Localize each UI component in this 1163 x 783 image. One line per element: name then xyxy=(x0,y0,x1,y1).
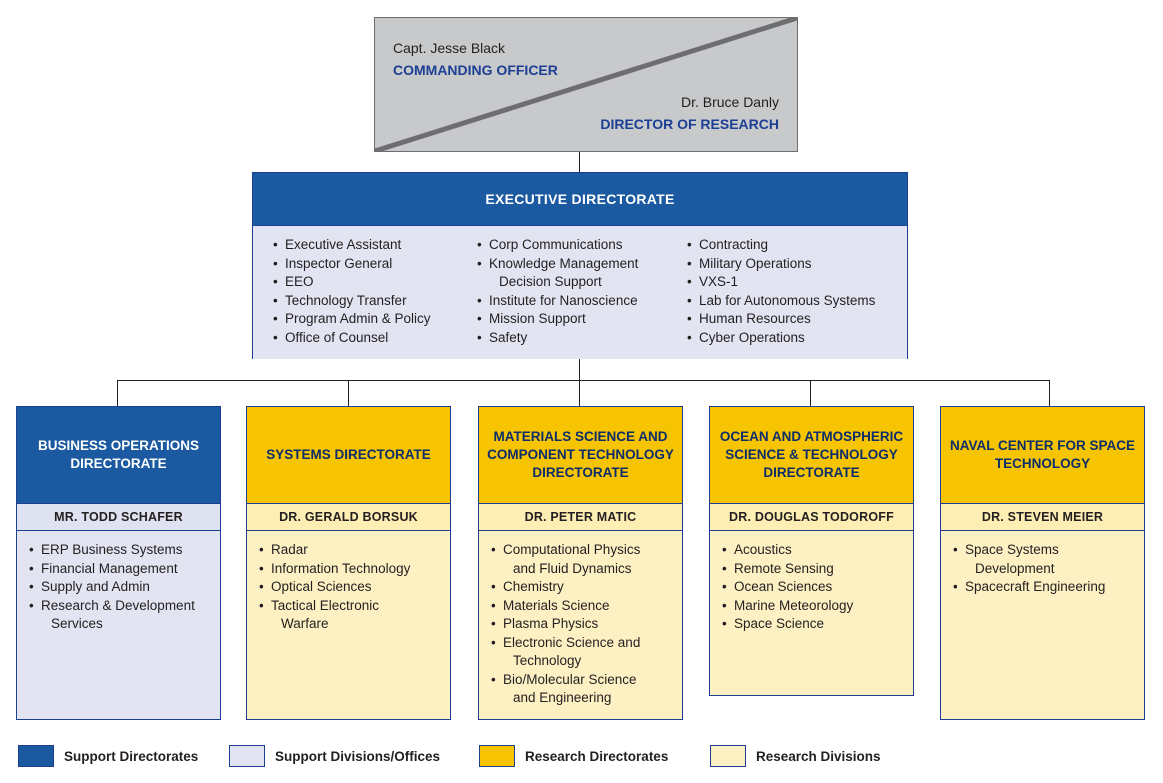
list-item-continuation: and Fluid Dynamics xyxy=(513,560,632,576)
list-item: • Knowledge Management xyxy=(475,255,679,274)
list-item: • Cyber Operations xyxy=(685,329,899,348)
list-item: • Mission Support xyxy=(475,310,679,329)
division-list xyxy=(257,541,444,634)
list-item: • Research & Development xyxy=(27,597,214,616)
list-item-continuation: Services xyxy=(51,616,103,631)
exec-column-2 xyxy=(469,236,679,359)
commanding-officer-block xyxy=(393,38,558,81)
connector-exec-stem xyxy=(579,359,580,380)
directorate-lead: DR. STEVEN MEIER xyxy=(941,503,1144,531)
executive-directorate-body xyxy=(253,226,907,359)
list-item: • Lab for Autonomous Systems xyxy=(685,292,899,311)
list-item: • Technology Transfer xyxy=(271,292,469,311)
legend-swatch-icon xyxy=(18,745,54,767)
directorate-materials-science xyxy=(478,406,683,720)
list-item-continuation: and Engineering xyxy=(513,690,612,705)
legend-label: Research Directorates xyxy=(525,748,669,764)
list-item-continuation: Decision Support xyxy=(499,274,602,289)
connector-drop-5 xyxy=(1049,380,1050,406)
list-item: • Human Resources xyxy=(685,310,899,329)
list-item: • Computational Physics xyxy=(489,541,676,560)
directorate-lead: MR. TODD SCHAFER xyxy=(17,503,220,531)
list-item: • Space Systems xyxy=(951,541,1138,560)
directorate-space-technology xyxy=(940,406,1145,720)
exec-list-3 xyxy=(685,236,899,347)
connector-drop-3 xyxy=(579,380,580,406)
list-item: • Corp Communications xyxy=(475,236,679,255)
directorate-title: SYSTEMS DIRECTORATE xyxy=(247,407,450,503)
list-item: • Institute for Nanoscience xyxy=(475,292,679,311)
list-item: • Supply and Admin xyxy=(27,578,214,597)
division-list xyxy=(27,541,214,634)
directorate-title: OCEAN AND ATMOSPHERIC SCIENCE & TECHNOLOGY DIRECTORATE xyxy=(710,407,913,503)
division-list xyxy=(951,541,1138,597)
exec-list-2 xyxy=(475,236,679,347)
directorate-divisions xyxy=(710,531,913,695)
directorate-title: BUSINESS OPERATIONS DIRECTORATE xyxy=(17,407,220,503)
exec-list-1 xyxy=(271,236,469,347)
legend xyxy=(18,744,1148,768)
executive-directorate-title: EXECUTIVE DIRECTORATE xyxy=(253,173,907,226)
division-list xyxy=(720,541,907,634)
list-item: • Financial Management xyxy=(27,560,214,579)
director-of-research-title: DIRECTOR OF RESEARCH xyxy=(600,116,779,132)
list-item: • Ocean Sciences xyxy=(720,578,907,597)
list-item: • Materials Science xyxy=(489,597,676,616)
list-item: • Acoustics xyxy=(720,541,907,560)
legend-swatch-icon xyxy=(710,745,746,767)
list-item: • ERP Business Systems xyxy=(27,541,214,560)
connector-drop-2 xyxy=(348,380,349,406)
list-item: • Military Operations xyxy=(685,255,899,274)
executive-directorate-box xyxy=(252,172,908,359)
legend-item-research-directorates xyxy=(479,744,668,768)
directorate-lead: DR. PETER MATIC xyxy=(479,503,682,531)
commanding-officer-title: COMMANDING OFFICER xyxy=(393,62,558,78)
legend-item-research-divisions xyxy=(710,744,881,768)
list-item: • Information Technology xyxy=(257,560,444,579)
directorate-ocean-atmospheric xyxy=(709,406,914,696)
legend-label: Research Divisions xyxy=(756,748,881,764)
legend-swatch-icon xyxy=(229,745,265,767)
list-item: • Inspector General xyxy=(271,255,469,274)
directorate-lead: DR. GERALD BORSUK xyxy=(247,503,450,531)
list-item: • Space Science xyxy=(720,615,907,634)
legend-swatch-icon xyxy=(479,745,515,767)
list-item: • Program Admin & Policy xyxy=(271,310,469,329)
list-item-continuation: Technology xyxy=(513,653,582,668)
legend-item-support-directorates xyxy=(18,744,198,768)
list-item: • Remote Sensing xyxy=(720,560,907,579)
connector-drop-1 xyxy=(117,380,118,406)
list-item: • Electronic Science and xyxy=(489,634,676,653)
list-item: • Contracting xyxy=(685,236,899,255)
list-item: • Plasma Physics xyxy=(489,615,676,634)
commanding-officer-name: Capt. Jesse Black xyxy=(393,40,506,56)
list-item: • Marine Meteorology xyxy=(720,597,907,616)
legend-label: Support Divisions/Offices xyxy=(275,748,441,764)
exec-column-3 xyxy=(679,236,899,359)
list-item: • Spacecraft Engineering xyxy=(951,578,1138,597)
exec-column-1 xyxy=(253,236,469,359)
list-item-continuation: Warfare xyxy=(281,616,329,631)
list-item: • Safety xyxy=(475,329,679,348)
connector-bus xyxy=(117,380,1050,381)
list-item: • Optical Sciences xyxy=(257,578,444,597)
command-box xyxy=(374,17,798,152)
list-item: • Chemistry xyxy=(489,578,676,597)
list-item-continuation: Development xyxy=(975,560,1055,576)
list-item: • Tactical Electronic xyxy=(257,597,444,616)
connector-drop-4 xyxy=(810,380,811,406)
director-of-research-block xyxy=(600,92,779,135)
legend-item-support-divisions xyxy=(229,744,440,768)
directorate-lead: DR. DOUGLAS TODOROFF xyxy=(710,503,913,531)
directorate-title: MATERIALS SCIENCE AND COMPONENT TECHNOLOGY DIRECTORATE xyxy=(479,407,682,503)
list-item: • Executive Assistant xyxy=(271,236,469,255)
directorate-divisions xyxy=(941,531,1144,719)
directorate-divisions xyxy=(247,531,450,719)
list-item: • Bio/Molecular Science xyxy=(489,671,676,690)
list-item: • Radar xyxy=(257,541,444,560)
directorate-business-operations xyxy=(16,406,221,720)
division-list xyxy=(489,541,676,708)
directorate-divisions xyxy=(479,531,682,719)
directorate-divisions xyxy=(17,531,220,719)
list-item: • VXS-1 xyxy=(685,273,899,292)
list-item: • EEO xyxy=(271,273,469,292)
connector-command-to-exec xyxy=(579,152,580,172)
directorate-title: NAVAL CENTER FOR SPACE TECHNOLOGY xyxy=(941,407,1144,503)
director-of-research-name: Dr. Bruce Danly xyxy=(680,94,779,110)
directorate-systems xyxy=(246,406,451,720)
legend-label: Support Directorates xyxy=(64,748,199,764)
list-item: • Office of Counsel xyxy=(271,329,469,348)
